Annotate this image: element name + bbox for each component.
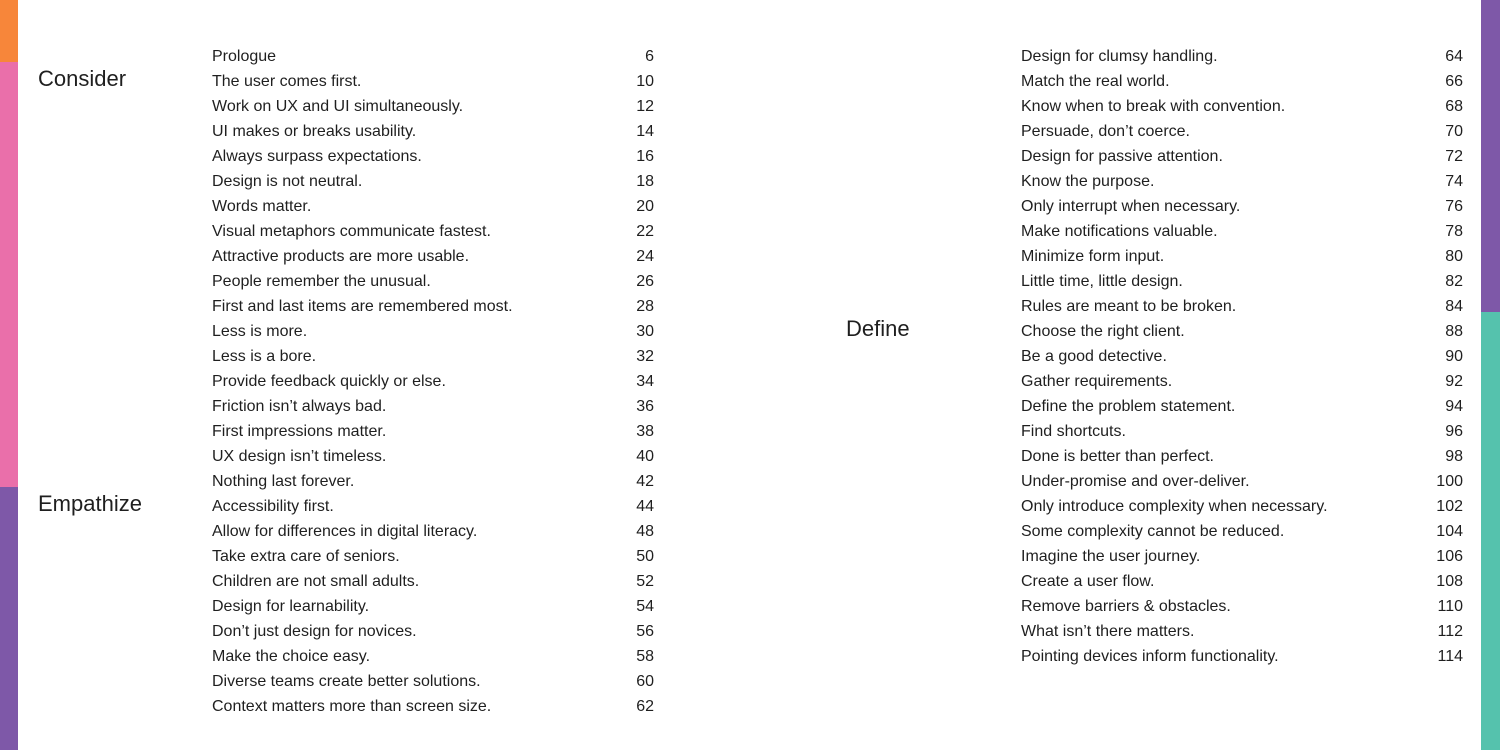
- toc-entry-page: 84: [1445, 298, 1463, 315]
- toc-entry: [212, 219, 654, 244]
- toc-entry-title: Rules are meant to be broken.: [1021, 298, 1237, 315]
- toc-entry: [212, 194, 654, 219]
- toc-entry: [1021, 244, 1463, 269]
- toc-entry-title: Make notifications valuable.: [1021, 223, 1218, 240]
- toc-column-right: [1021, 44, 1463, 669]
- edge-bar-purple: [0, 487, 18, 750]
- toc-entry-title: Always surpass expectations.: [212, 148, 422, 165]
- toc-entry-title: Design for passive attention.: [1021, 148, 1223, 165]
- toc-entry: [212, 419, 654, 444]
- toc-entry: [1021, 94, 1463, 119]
- toc-entry-title: Friction isn’t always bad.: [212, 398, 387, 415]
- toc-entry-page: 38: [636, 423, 654, 440]
- toc-entry-page: 68: [1445, 98, 1463, 115]
- toc-entry: [1021, 394, 1463, 419]
- toc-entry-title: UI makes or breaks usability.: [212, 123, 417, 140]
- toc-entry: [212, 69, 654, 94]
- toc-entry-page: 18: [636, 173, 654, 190]
- toc-entry-page: 62: [636, 698, 654, 715]
- section-heading-define: Define: [846, 316, 910, 341]
- toc-entry-page: 12: [636, 98, 654, 115]
- toc-entry-page: 90: [1445, 348, 1463, 365]
- toc-entry-title: Words matter.: [212, 198, 312, 215]
- toc-entry-title: People remember the unusual.: [212, 273, 431, 290]
- toc-entry-page: 48: [636, 523, 654, 540]
- toc-entry: [212, 294, 654, 319]
- toc-entry: [212, 619, 654, 644]
- toc-entry-page: 44: [636, 498, 654, 515]
- toc-entry: [212, 144, 654, 169]
- toc-entry: [1021, 319, 1463, 344]
- toc-entry-title: Design is not neutral.: [212, 173, 363, 190]
- toc-entry-page: 106: [1436, 548, 1463, 565]
- toc-entry-page: 14: [636, 123, 654, 140]
- toc-entry-title: Less is more.: [212, 323, 308, 340]
- toc-entry: [212, 169, 654, 194]
- toc-entry-title: Some complexity cannot be reduced.: [1021, 523, 1285, 540]
- toc-entry-title: Persuade, don’t coerce.: [1021, 123, 1190, 140]
- toc-entry: [212, 94, 654, 119]
- toc-entry: [212, 469, 654, 494]
- toc-entry-title: Don’t just design for novices.: [212, 623, 417, 640]
- toc-entry-page: 98: [1445, 448, 1463, 465]
- toc-entry-page: 34: [636, 373, 654, 390]
- toc-entry-page: 30: [636, 323, 654, 340]
- toc-entry: [1021, 119, 1463, 144]
- toc-entry-title: Design for clumsy handling.: [1021, 48, 1218, 65]
- toc-entry: [1021, 444, 1463, 469]
- edge-bar-orange: [0, 0, 18, 62]
- toc-entry-page: 66: [1445, 73, 1463, 90]
- toc-entry-page: 108: [1436, 573, 1463, 590]
- toc-entry-title: Define the problem statement.: [1021, 398, 1236, 415]
- toc-entry-title: Only interrupt when necessary.: [1021, 198, 1241, 215]
- toc-entry-page: 50: [636, 548, 654, 565]
- toc-entry: [1021, 494, 1463, 519]
- toc-entry-page: 102: [1436, 498, 1463, 515]
- toc-entry: [212, 544, 654, 569]
- toc-entry-page: 92: [1445, 373, 1463, 390]
- toc-entry-title: Design for learnability.: [212, 598, 370, 615]
- toc-entry-page: 76: [1445, 198, 1463, 215]
- toc-entry-title: What isn’t there matters.: [1021, 623, 1195, 640]
- toc-entry: [1021, 294, 1463, 319]
- toc-entry: [212, 319, 654, 344]
- toc-entry-page: 42: [636, 473, 654, 490]
- toc-entry-title: Imagine the user journey.: [1021, 548, 1201, 565]
- toc-entry-title: Know when to break with convention.: [1021, 98, 1286, 115]
- toc-entry-page: 36: [636, 398, 654, 415]
- toc-entry: [1021, 169, 1463, 194]
- toc-entry-title: Context matters more than screen size.: [212, 698, 492, 715]
- toc-entry-title: Prologue: [212, 48, 277, 65]
- toc-entry: [1021, 369, 1463, 394]
- toc-entry-title: Pointing devices inform functionality.: [1021, 648, 1279, 665]
- toc-entry-page: 88: [1445, 323, 1463, 340]
- toc-entry-title: Visual metaphors communicate fastest.: [212, 223, 491, 240]
- toc-entry-title: UX design isn’t timeless.: [212, 448, 387, 465]
- toc-entry-page: 22: [636, 223, 654, 240]
- toc-entry-title: Nothing last forever.: [212, 473, 355, 490]
- toc-entry-page: 110: [1437, 598, 1463, 615]
- toc-entry-title: Allow for differences in digital literacy.: [212, 523, 478, 540]
- toc-entry-page: 52: [636, 573, 654, 590]
- edge-bar-pink: [0, 62, 18, 487]
- toc-entry-title: Little time, little design.: [1021, 273, 1183, 290]
- toc-entry-title: Create a user flow.: [1021, 573, 1155, 590]
- toc-entry: [1021, 569, 1463, 594]
- toc-entry-title: Minimize form input.: [1021, 248, 1165, 265]
- toc-entry-title: First impressions matter.: [212, 423, 387, 440]
- toc-entry-title: Choose the right client.: [1021, 323, 1185, 340]
- edge-bar-purple-right: [1481, 0, 1500, 312]
- toc-entry-page: 58: [636, 648, 654, 665]
- toc-entry-page: 6: [645, 48, 654, 65]
- toc-entry-title: Be a good detective.: [1021, 348, 1167, 365]
- toc-entry: [1021, 419, 1463, 444]
- toc-entry-title: Gather requirements.: [1021, 373, 1173, 390]
- toc-entry-page: 104: [1436, 523, 1463, 540]
- toc-entry: [1021, 469, 1463, 494]
- toc-entry: [1021, 344, 1463, 369]
- edge-bar-teal: [1481, 312, 1500, 750]
- toc-entry: [212, 669, 654, 694]
- toc-entry-page: 72: [1445, 148, 1463, 165]
- toc-entry: [1021, 44, 1463, 69]
- toc-entry-title: First and last items are remembered most.: [212, 298, 513, 315]
- toc-entry: [212, 594, 654, 619]
- toc-entry-title: Provide feedback quickly or else.: [212, 373, 446, 390]
- toc-entry-title: Done is better than perfect.: [1021, 448, 1214, 465]
- toc-entry: [1021, 544, 1463, 569]
- toc-entry-title: Accessibility first.: [212, 498, 334, 515]
- toc-column-left: [212, 44, 654, 719]
- toc-entry-page: 26: [636, 273, 654, 290]
- toc-entry: [1021, 594, 1463, 619]
- toc-entry-page: 24: [636, 248, 654, 265]
- toc-entry-page: 82: [1445, 273, 1463, 290]
- toc-entry-page: 60: [636, 673, 654, 690]
- toc-entry-title: Match the real world.: [1021, 73, 1170, 90]
- toc-entry-page: 40: [636, 448, 654, 465]
- toc-entry-page: 54: [636, 598, 654, 615]
- toc-entry: [212, 119, 654, 144]
- toc-entry: [212, 44, 654, 69]
- toc-entry-page: 10: [636, 73, 654, 90]
- toc-entry: [212, 269, 654, 294]
- toc-entry: [212, 244, 654, 269]
- toc-entry-page: 78: [1445, 223, 1463, 240]
- toc-entry: [212, 694, 654, 719]
- toc-entry-page: 20: [636, 198, 654, 215]
- toc-entry: [1021, 194, 1463, 219]
- toc-entry-page: 28: [636, 298, 654, 315]
- toc-entry: [1021, 519, 1463, 544]
- toc-entry: [1021, 219, 1463, 244]
- toc-entry-page: 74: [1445, 173, 1463, 190]
- toc-entry-page: 32: [636, 348, 654, 365]
- toc-entry-title: Know the purpose.: [1021, 173, 1155, 190]
- toc-entry: [212, 394, 654, 419]
- toc-entry-page: 70: [1445, 123, 1463, 140]
- toc-entry-title: Work on UX and UI simultaneously.: [212, 98, 464, 115]
- toc-entry: [212, 444, 654, 469]
- toc-entry: [212, 569, 654, 594]
- toc-entry-title: Diverse teams create better solutions.: [212, 673, 481, 690]
- toc-entry: [1021, 644, 1463, 669]
- toc-entry-page: 100: [1436, 473, 1463, 490]
- toc-entry-title: Children are not small adults.: [212, 573, 420, 590]
- toc-entry: [1021, 144, 1463, 169]
- toc-entry-page: 112: [1437, 623, 1463, 640]
- toc-entry: [212, 644, 654, 669]
- toc-entry-page: 56: [636, 623, 654, 640]
- toc-entry-title: Remove barriers & obstacles.: [1021, 598, 1231, 615]
- toc-entry: [1021, 269, 1463, 294]
- toc-entry-title: Find shortcuts.: [1021, 423, 1126, 440]
- toc-entry-title: Only introduce complexity when necessary.: [1021, 498, 1328, 515]
- toc-entry: [212, 494, 654, 519]
- toc-entry-title: Make the choice easy.: [212, 648, 371, 665]
- toc-entry-page: 96: [1445, 423, 1463, 440]
- toc-entry: [212, 369, 654, 394]
- toc-entry-title: Attractive products are more usable.: [212, 248, 470, 265]
- toc-entry-title: Less is a bore.: [212, 348, 317, 365]
- section-heading-empathize: Empathize: [38, 491, 142, 516]
- toc-entry-page: 80: [1445, 248, 1463, 265]
- toc-entry-title: The user comes first.: [212, 73, 362, 90]
- toc-entry-page: 16: [636, 148, 654, 165]
- toc-entry-title: Take extra care of seniors.: [212, 548, 400, 565]
- toc-entry-title: Under-promise and over-deliver.: [1021, 473, 1250, 490]
- toc-entry: [1021, 69, 1463, 94]
- toc-entry-page: 64: [1445, 48, 1463, 65]
- toc-entry-page: 114: [1437, 648, 1463, 665]
- toc-entry-page: 94: [1445, 398, 1463, 415]
- toc-entry: [212, 344, 654, 369]
- toc-entry: [1021, 619, 1463, 644]
- section-heading-consider: Consider: [38, 66, 127, 91]
- toc-entry: [212, 519, 654, 544]
